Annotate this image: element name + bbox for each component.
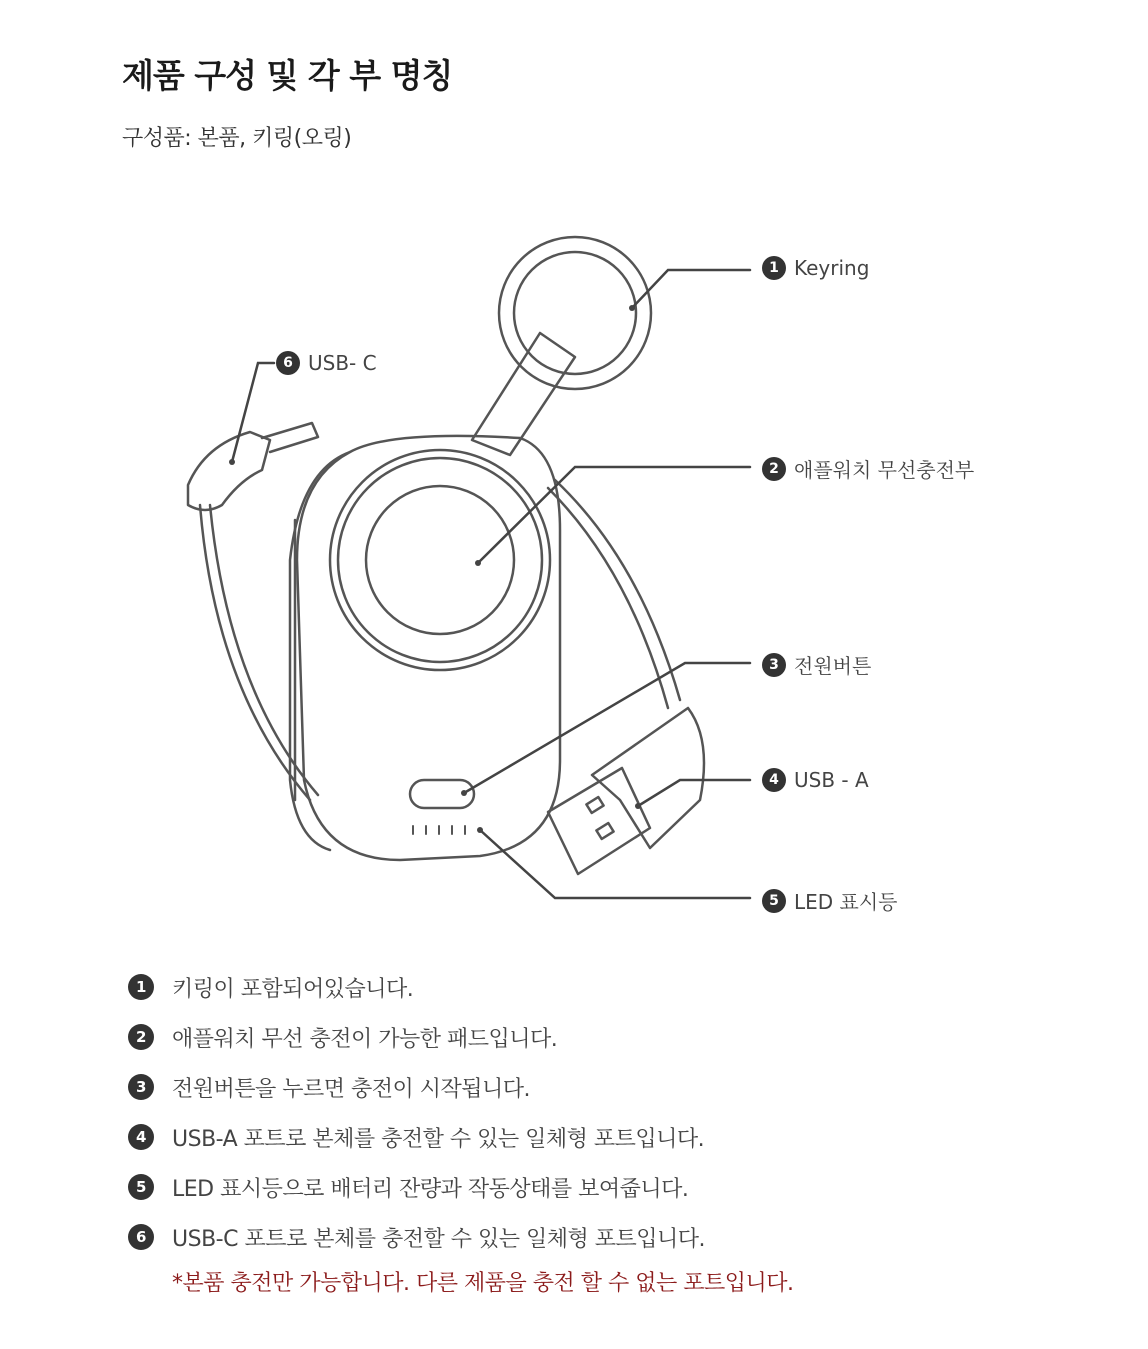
list-item [128,1012,705,1062]
number-badge: 2 [128,1024,154,1050]
number-badge: 1 [128,974,154,1000]
keyring-ring [499,237,651,389]
leader-line-power [464,663,750,793]
usb-c-note: *본품 충전만 가능합니다. 다른 제품을 충전 할 수 없는 포트입니다. [172,1271,794,1296]
callout-label: 애플워치 무선충전부 [794,458,975,482]
callout-keyring [762,256,869,280]
number-badge: 5 [762,889,786,913]
charging-pad-outer [330,450,550,670]
callout-led [762,886,898,915]
callout-power-button [762,650,871,679]
list-item [128,962,705,1012]
number-badge: 1 [762,256,786,280]
number-badge: 3 [128,1074,154,1100]
device-body [297,436,560,860]
usb-a-connector [548,768,650,874]
callout-usb-c [276,351,377,375]
leader-line-usb-a [638,780,750,806]
usb-a-cable [555,480,680,700]
callout-label: 전원버튼 [794,654,872,678]
number-badge: 4 [128,1124,154,1150]
callout-label: USB- C [308,351,377,375]
description-text: USB-C 포트로 본체를 충전할 수 있는 일체형 포트입니다. [172,1226,705,1252]
callout-label: Keyring [794,256,870,280]
list-item [128,1162,705,1212]
number-badge: 4 [762,768,786,792]
number-badge: 5 [128,1174,154,1200]
page-title: 제품 구성 및 각 부 명칭 [122,56,453,95]
description-text: USB-A 포트로 본체를 충전할 수 있는 일체형 포트입니다. [172,1126,705,1152]
description-list [128,962,705,1262]
leader-line-led [480,830,750,898]
list-item [128,1112,705,1162]
charging-pad-inner [366,486,514,634]
list-item [128,1212,705,1262]
description-text: 키링이 포함되어있습니다. [172,976,414,1002]
components-text: 구성품: 본품, 키링(오링) [122,126,352,151]
callout-label: LED 표시등 [794,890,898,914]
led-indicators [413,826,465,834]
description-text: LED 표시등으로 배터리 잔량과 작동상태를 보여줍니다. [172,1176,689,1202]
callout-label: USB - A [794,768,869,792]
usb-c-cable [188,432,270,510]
description-text: 전원버튼을 누르면 충전이 시작됩니다. [172,1076,531,1102]
number-badge: 2 [762,457,786,481]
number-badge: 6 [276,351,300,375]
list-item [128,1062,705,1112]
callout-charging-pad [762,454,974,483]
description-text: 애플워치 무선 충전이 가능한 패드입니다. [172,1026,558,1052]
callout-usb-a [762,768,869,792]
charging-pad-mid [338,458,542,662]
number-badge: 3 [762,653,786,677]
number-badge: 6 [128,1224,154,1250]
